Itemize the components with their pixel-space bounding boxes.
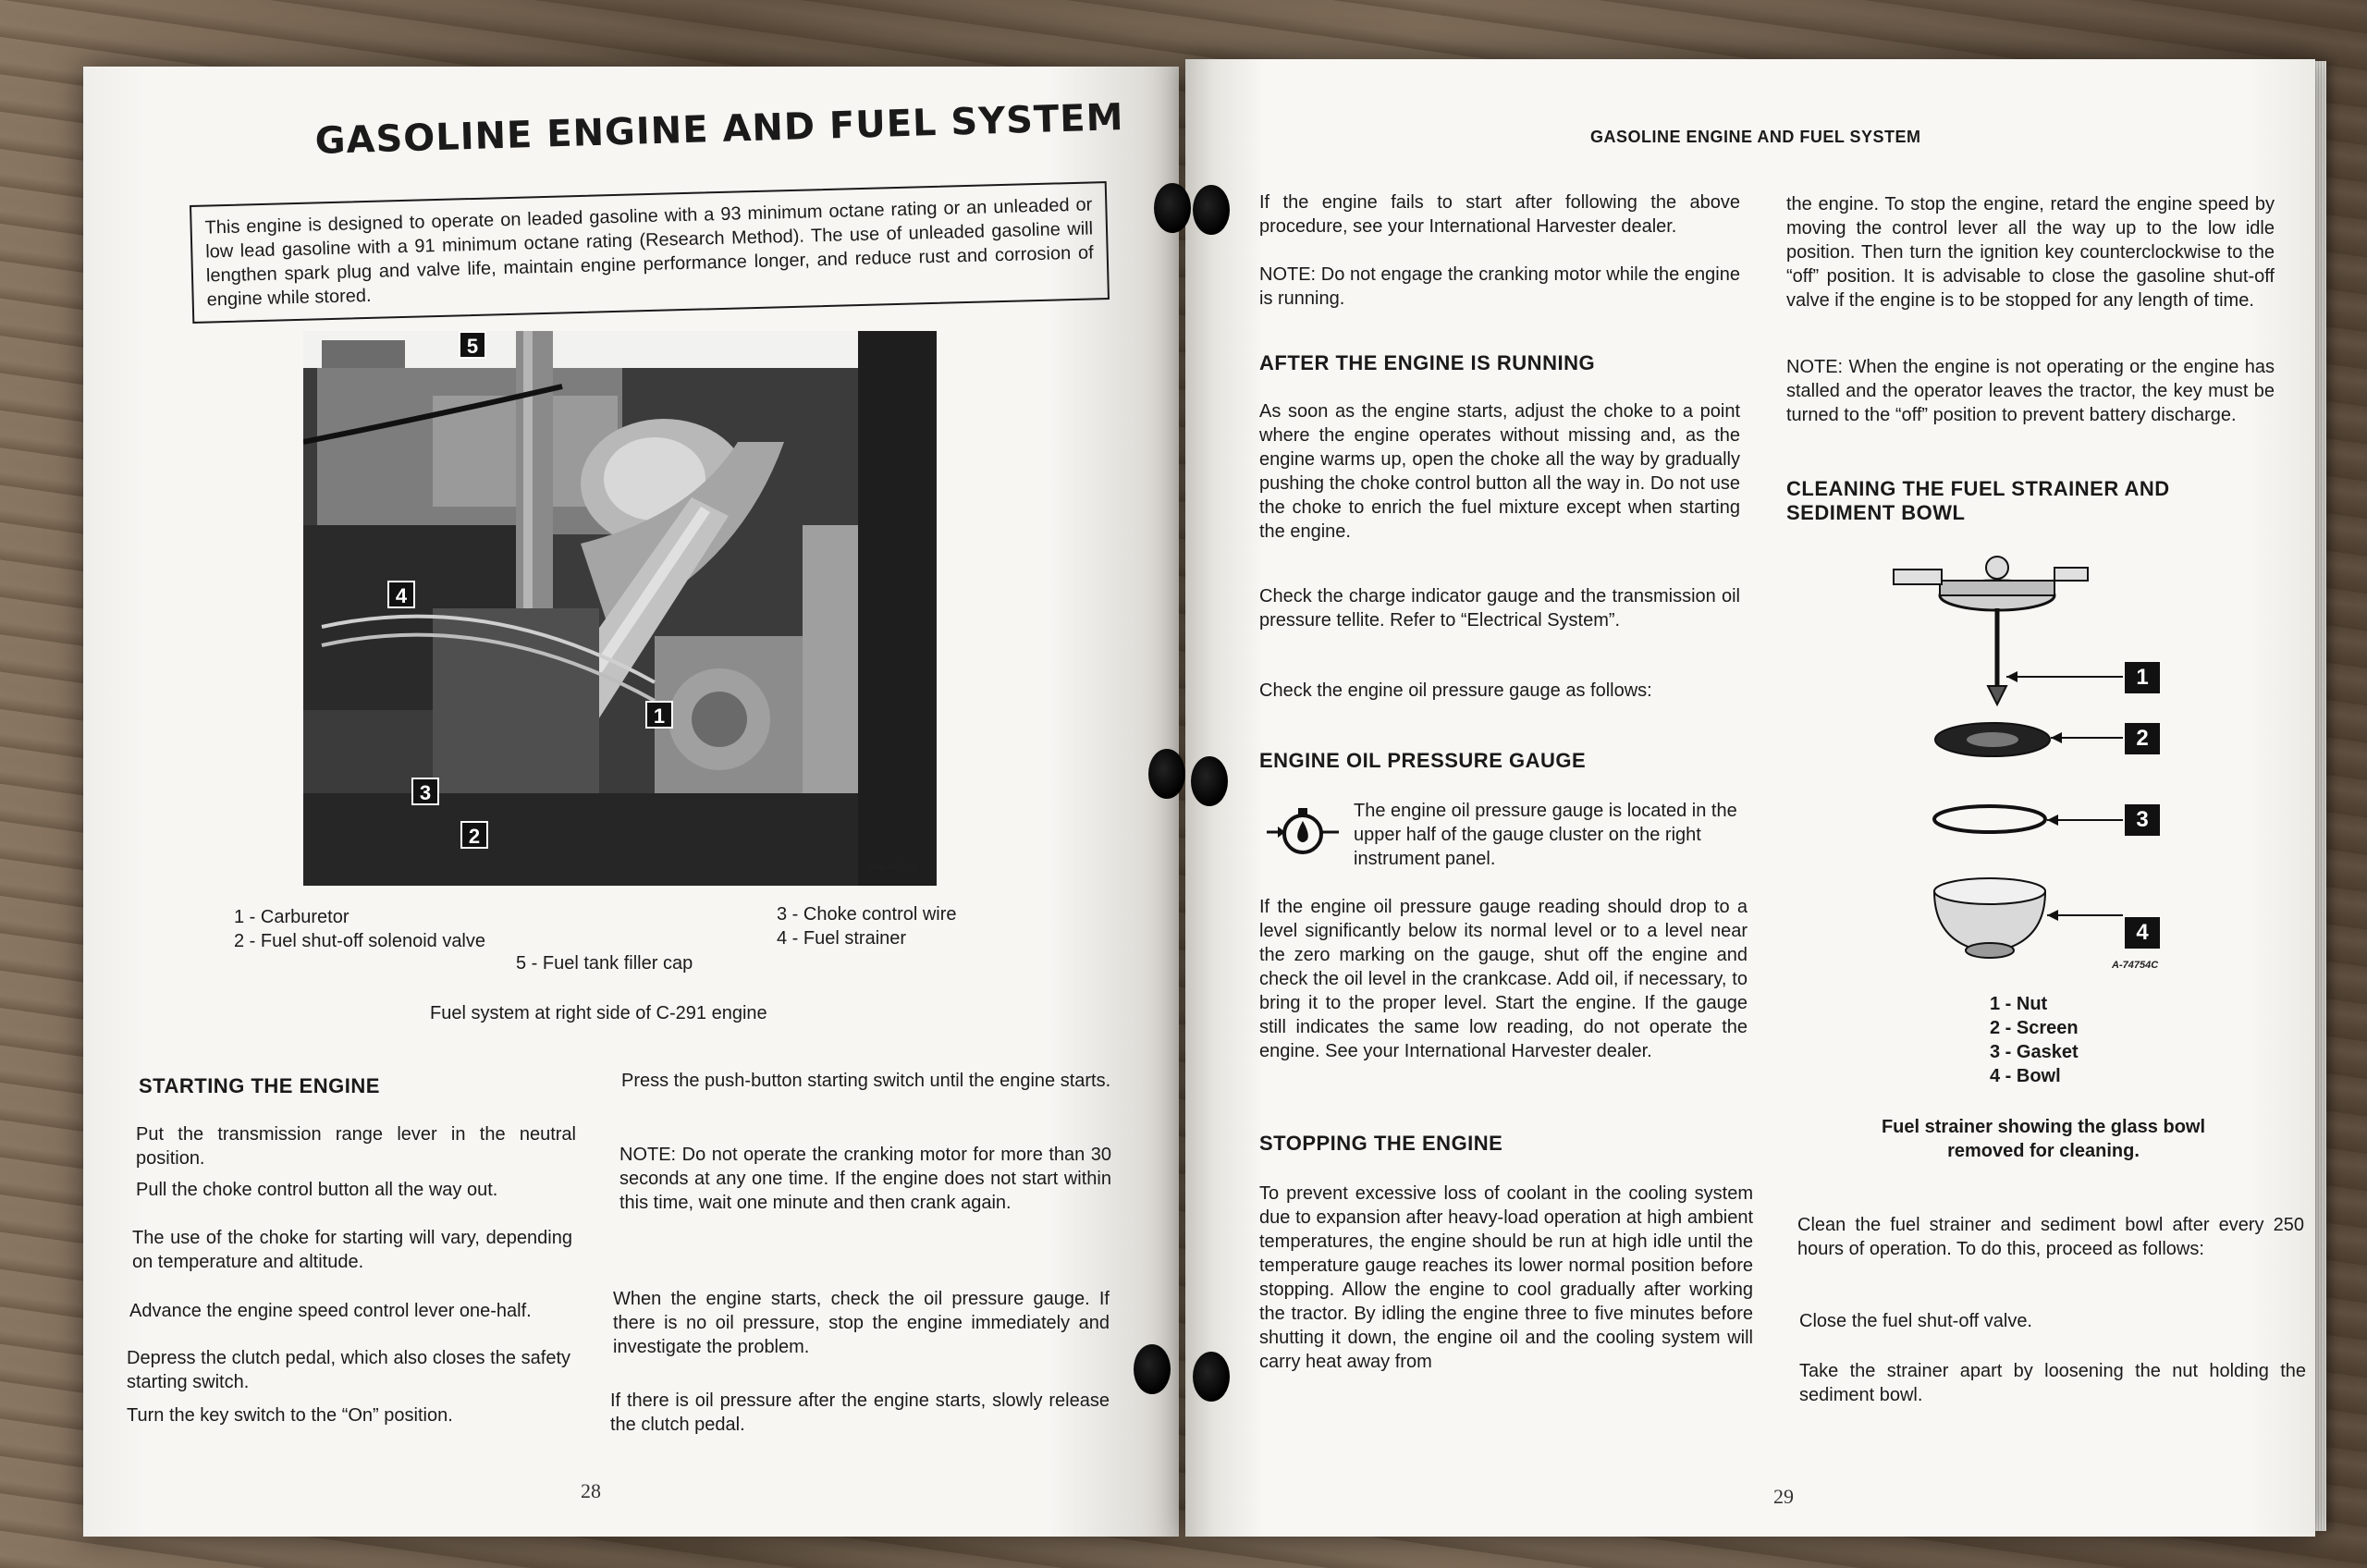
fail-start-text: If the engine fails to start after following the above procedure, see your International Harvester dealer. (1259, 192, 1740, 237)
starting-note (619, 1143, 1111, 1215)
oil-pressure-heading: ENGINE OIL PRESSURE GAUGE (1259, 749, 1587, 772)
strainer-code: A-74754C (2112, 960, 2159, 971)
strainer-callout-2: 2 (2125, 723, 2160, 754)
strainer-caption-line2: removed for cleaning. (1947, 1141, 2140, 1161)
note-cranking-label: NOTE: (1259, 264, 1317, 285)
strainer-legend-3: 3 - Gasket (1990, 1042, 2079, 1062)
stopping-p1: To prevent excessive loss of coolant in the cooling system due to expansion after heavy-load operation at high ambient temperatures, the engine should be run at high idle until the temperature gauge reaches its lower normal position before stopping. Allow the engine to cool gradually after working the tractor. By idling the engine three to five minutes before shutting it down, the engine oil and the cooling system will carry heat away from (1259, 1183, 1753, 1372)
note-battery-text: When the engine is not operating or the engine has stalled and the operator leaves the tractor, the key must be turned to the “off” position to prevent battery discharge. (1786, 357, 2275, 425)
cleaning-heading-line2: SEDIMENT BOWL (1786, 501, 1966, 524)
starting-note-label: NOTE: (619, 1145, 677, 1165)
starting-p7: Press the push-button starting switch until the engine starts. (621, 1071, 1111, 1091)
intro-box: This engine is designed to operate on leaded gasoline with a 93 minimum octane rating or an unleaded or low lead gasoline with a 91 minimum octane rating (Research Method). The use of unleaded gasoline will lengthen spark plug and valve life, maintain engine performance longer, and reduce rust and corrosion of engine while stored. (190, 181, 1110, 324)
starting-p2: Pull the choke control button all the way out. (136, 1180, 498, 1200)
page-number-right: 29 (1773, 1485, 1794, 1508)
legend-item-5: 5 - Fuel tank filler cap (516, 953, 693, 974)
starting-p1: Put the transmission range lever in the neutral position. (136, 1124, 576, 1169)
photo-callout-2: 2 (460, 821, 488, 849)
stop-continued: the engine. To stop the engine, retard the engine speed by moving the control lever all the way up to the low idle position. Then turn the ignition key counterclockwise to the “off” position. It is advisable to close the gasoline shut-off valve if the engine is to be stopped for any length of time. (1786, 194, 2275, 311)
starting-note-text: Do not operate the cranking motor for more than 30 seconds at any one time. If the engine does not start within this time, wait one minute and then crank again. (619, 1145, 1112, 1213)
oil-pressure-icon (1265, 806, 1341, 858)
legend-item-2: 2 - Fuel shut-off solenoid valve (234, 931, 486, 951)
figure-caption: Fuel system at right side of C-291 engine (430, 1003, 767, 1023)
strainer-callout-4: 4 (2125, 917, 2160, 949)
punch-hole-1b (1193, 185, 1230, 235)
legend-item-1: 1 - Carburetor (234, 907, 350, 927)
strainer-legend-2: 2 - Screen (1990, 1018, 2079, 1038)
photo-callout-4: 4 (387, 581, 415, 608)
starting-heading: STARTING THE ENGINE (139, 1074, 380, 1097)
note-cranking (1259, 263, 1740, 311)
cleaning-p2: Close the fuel shut-off valve. (1799, 1311, 2032, 1331)
fuel-strainer-diagram (1886, 547, 2182, 982)
photo-callout-5: 5 (459, 331, 486, 359)
after-running-p2: Check the charge indicator gauge and the transmission oil pressure tellite. Refer to “Electrical System”. (1259, 586, 1740, 631)
photo-code: MA-4839A (869, 862, 917, 873)
cleaning-p1: Clean the fuel strainer and sediment bowl after every 250 hours of operation. To do this, proceed as follows: (1797, 1215, 2304, 1259)
strainer-legend-4: 4 - Bowl (1990, 1066, 2061, 1086)
note-battery (1786, 355, 2275, 427)
punch-hole-1a (1154, 183, 1191, 233)
page-number-left: 28 (581, 1479, 601, 1502)
starting-p4: Advance the engine speed control lever one-half. (129, 1301, 532, 1321)
strainer-callout-1: 1 (2125, 662, 2160, 693)
punch-hole-2b (1191, 756, 1228, 806)
oil-pressure-icon-text: The engine oil pressure gauge is located in the upper half of the gauge cluster on the right instrument panel. (1354, 801, 1737, 869)
note-cranking-text: Do not engage the cranking motor while the engine is running. (1259, 264, 1740, 309)
after-running-p1: As soon as the engine starts, adjust the choke to a point where the engine operates without missing and, as the engine warms up, open the choke all the way by gradually pushing the choke control button all the way in. Do not use the choke to enrich the fuel mixture except when starting the engine. (1259, 401, 1740, 542)
note-battery-label: NOTE: (1786, 357, 1844, 377)
strainer-caption-line1: Fuel strainer showing the glass bowl (1881, 1117, 2206, 1137)
page-title: GASOLINE ENGINE AND FUEL SYSTEM (314, 96, 1125, 163)
legend-item-3: 3 - Choke control wire (777, 904, 957, 925)
oil-pressure-p2: If the engine oil pressure gauge reading should drop to a level significantly below its normal level or to a level near the zero marking on the gauge, shut off the engine and check the oil level in the crankcase. Add oil, if necessary, to bring it to the proper level. Start the engine. If the gauge still indicates the same low reading, do not operate the engine. See your International Harvester dealer. (1259, 897, 1748, 1061)
starting-p3: The use of the choke for starting will vary, depending on temperature and altitude. (132, 1228, 572, 1272)
legend-item-4: 4 - Fuel strainer (777, 928, 907, 949)
punch-hole-3a (1134, 1344, 1171, 1394)
strainer-callout-3: 3 (2125, 804, 2160, 836)
punch-hole-2a (1148, 749, 1185, 799)
photo-callout-3: 3 (411, 778, 439, 805)
engine-photo (303, 331, 937, 886)
cleaning-p3: Take the strainer apart by loosening the nut holding the sediment bowl. (1799, 1361, 2306, 1405)
stopping-heading: STOPPING THE ENGINE (1259, 1132, 1503, 1155)
cleaning-heading-line1: CLEANING THE FUEL STRAINER AND (1786, 477, 2170, 500)
after-running-heading: AFTER THE ENGINE IS RUNNING (1259, 351, 1596, 374)
photo-callout-1: 1 (645, 701, 673, 729)
starting-p9: If there is oil pressure after the engine starts, slowly release the clutch pedal. (610, 1390, 1110, 1435)
strainer-legend-1: 1 - Nut (1990, 994, 2048, 1014)
starting-p8: When the engine starts, check the oil pressure gauge. If there is no oil pressure, stop the engine immediately and investigate the problem. (613, 1289, 1110, 1357)
running-header: GASOLINE ENGINE AND FUEL SYSTEM (1590, 128, 1921, 146)
after-running-p3: Check the engine oil pressure gauge as follows: (1259, 680, 1652, 701)
starting-p6: Turn the key switch to the “On” position. (127, 1405, 453, 1426)
punch-hole-3b (1193, 1352, 1230, 1402)
starting-p5: Depress the clutch pedal, which also closes the safety starting switch. (127, 1348, 570, 1392)
